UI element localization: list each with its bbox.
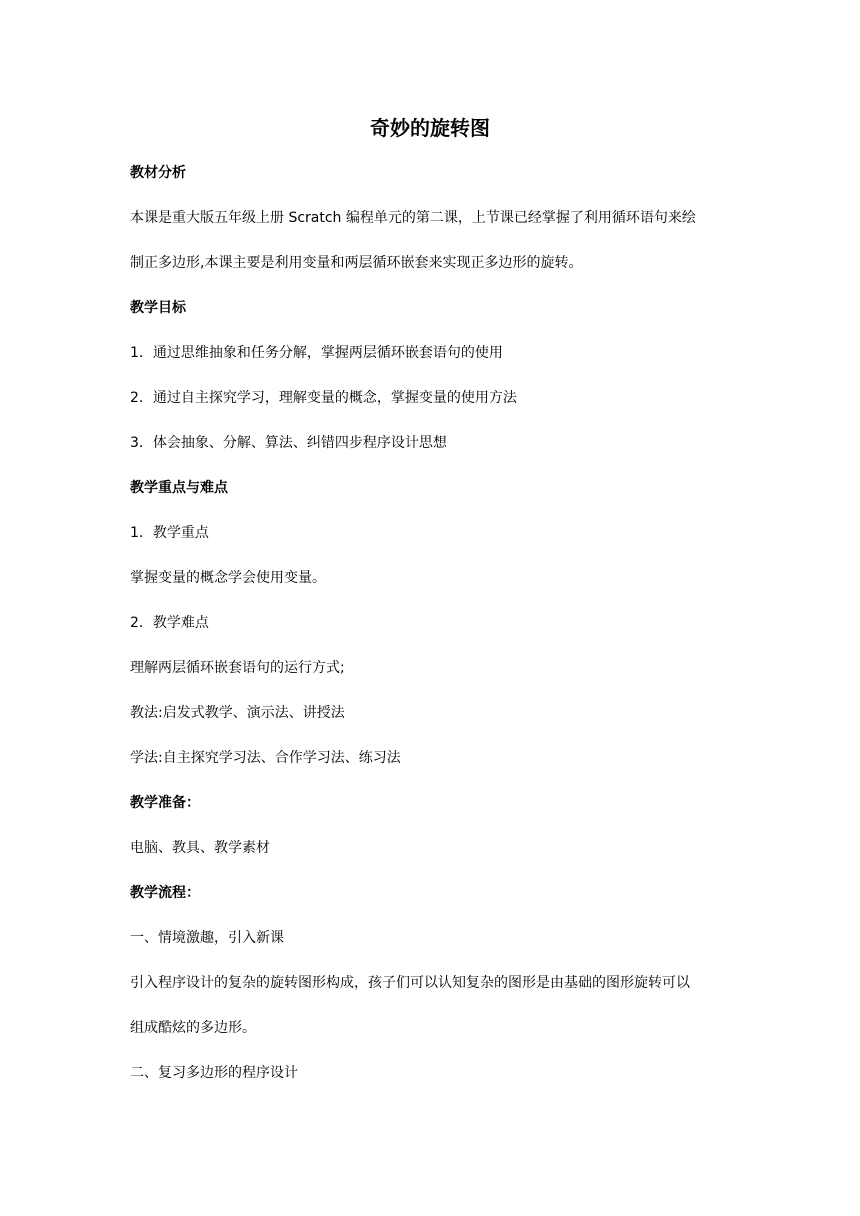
paragraph-line: 一、情境激趣，引入新课 — [130, 930, 284, 946]
paragraph-line: 2．教学难点 — [130, 615, 209, 631]
paragraph-line: 1．通过思维抽象和任务分解，掌握两层循环嵌套语句的使用 — [130, 345, 503, 361]
paragraph-line: 制正多边形,本课主要是利用变量和两层循环嵌套来实现正多边形的旋转。 — [130, 255, 583, 271]
section-heading: 教学重点与难点 — [130, 480, 228, 496]
paragraph-line: 2．通过自主探究学习，理解变量的概念，掌握变量的使用方法 — [130, 390, 517, 406]
document-title: 奇妙的旋转图 — [370, 116, 490, 140]
section-heading: 教学目标 — [130, 300, 186, 316]
paragraph-line: 电脑、教具、教学素材 — [130, 840, 270, 856]
paragraph-line: 引入程序设计的复杂的旋转图形构成，孩子们可以认知复杂的图形是由基础的图形旋转可以 — [130, 975, 690, 991]
section-heading: 教材分析 — [130, 165, 186, 181]
paragraph-line: 3．体会抽象、分解、算法、纠错四步程序设计思想 — [130, 435, 447, 451]
paragraph-line: 理解两层循环嵌套语句的运行方式; — [130, 660, 345, 676]
section-heading: 教学准备： — [130, 795, 200, 811]
paragraph-line: 教法:启发式教学、演示法、讲授法 — [130, 705, 345, 721]
section-heading: 教学流程： — [130, 885, 200, 901]
paragraph-line: 组成酷炫的多边形。 — [130, 1020, 256, 1036]
paragraph-line: 掌握变量的概念学会使用变量。 — [130, 570, 326, 586]
paragraph-line: 学法:自主探究学习法、合作学习法、练习法 — [130, 750, 401, 766]
paragraph-line: 二、复习多边形的程序设计 — [130, 1065, 298, 1081]
paragraph-line: 本课是重大版五年级上册 Scratch 编程单元的第二课，上节课已经掌握了利用循环语句来绘 — [130, 210, 696, 226]
paragraph-line: 1．教学重点 — [130, 525, 209, 541]
